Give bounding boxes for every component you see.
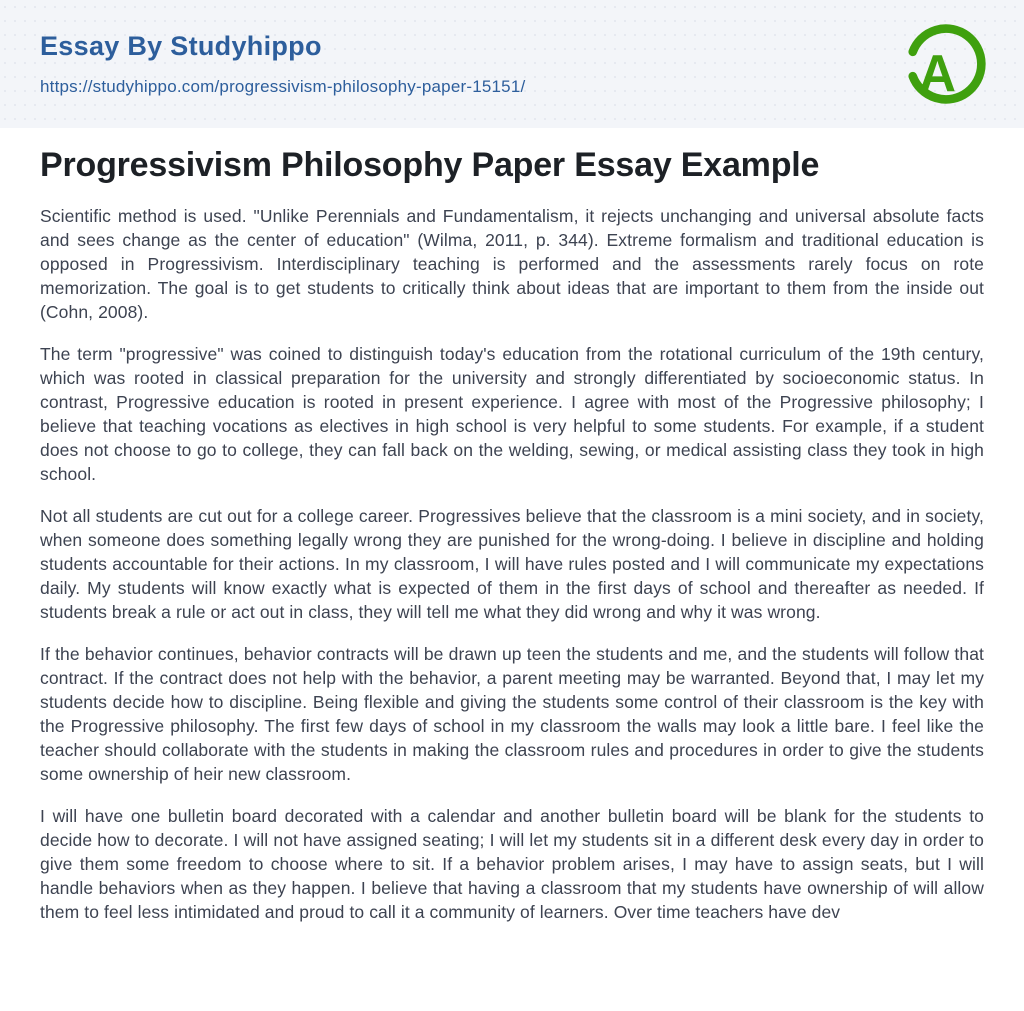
essay-paragraph: If the behavior continues, behavior contracts will be drawn up teen the students and me, and the students will follow that contract. If the contract does not help with the behavior, a parent meeting may be warranted. Beyond that, I may let my students decide how to discipline. Being flexible and giving the students some control of their classroom is the key with the Progressive philosophy. The first few days of school in my classroom the walls may look a little bare. I feel like the teacher should collaborate with the students in making the classroom rules and procedures in order to give the students some ownership of heir new classroom. — [40, 643, 984, 784]
essay-document — [0, 145, 1024, 924]
essay-source-url-link[interactable]: https://studyhippo.com/progressivism-philosophy-paper-15151/ — [40, 76, 526, 96]
logo-letter: A — [918, 43, 957, 102]
essay-title: Progressivism Philosophy Paper Essay Example — [40, 146, 820, 184]
studyhippo-logo-icon — [902, 19, 990, 109]
header-text-block — [40, 31, 525, 96]
site-title-link[interactable]: Essay By Studyhippo — [40, 31, 322, 62]
page-header — [0, 0, 1024, 128]
essay-paragraph: Scientific method is used. "Unlike Perennials and Fundamentalism, it rejects unchanging and universal absolute facts and sees change as the center of education" (Wilma, 2011, p. 344). Extreme formalism and traditional education is opposed in Progressivism. Interdisciplinary teaching is performed and the assessments rarely focus on rote memorization. The goal is to get students to critically think about ideas that are important to them from the inside out (Cohn, 2008). — [40, 205, 984, 322]
essay-paragraph: The term "progressive" was coined to distinguish today's education from the rotational curriculum of the 19th century, which was rooted in classical preparation for the university and strongly differentiated by socioeconomic status. In contrast, Progressive education is rooted in present experience. I agree with most of the Progressive philosophy; I believe that teaching vocations as electives in high school is very helpful to some students. For example, if a student does not choose to go to college, they can fall back on the welding, sewing, or medical assisting class they took in high school. — [40, 343, 984, 484]
essay-body — [40, 204, 984, 924]
essay-paragraph: I will have one bulletin board decorated with a calendar and another bulletin board will be blank for the students to decide how to decorate. I will not have assigned seating; I will let my students sit in a different desk every day in order to give them some freedom to choose where to sit. If a behavior problem arises, I may have to assign seats, but I will handle behaviors when as they happen. I believe that having a classroom that my students have ownership of will allow them to feel less intimidated and proud to call it a community of learners. Over time teachers have dev — [40, 805, 984, 922]
essay-paragraph: Not all students are cut out for a college career. Progressives believe that the classroom is a mini society, and in society, when someone does something legally wrong they are punished for the wrong-doing. I believe in discipline and holding students accountable for their actions. In my classroom, I will have rules posted and I will communicate my expectations daily. My students will know exactly what is expected of them in the first days of school and thereafter as needed. If students break a rule or act out in class, they will tell me what they did wrong and why it was wrong. — [40, 505, 984, 622]
